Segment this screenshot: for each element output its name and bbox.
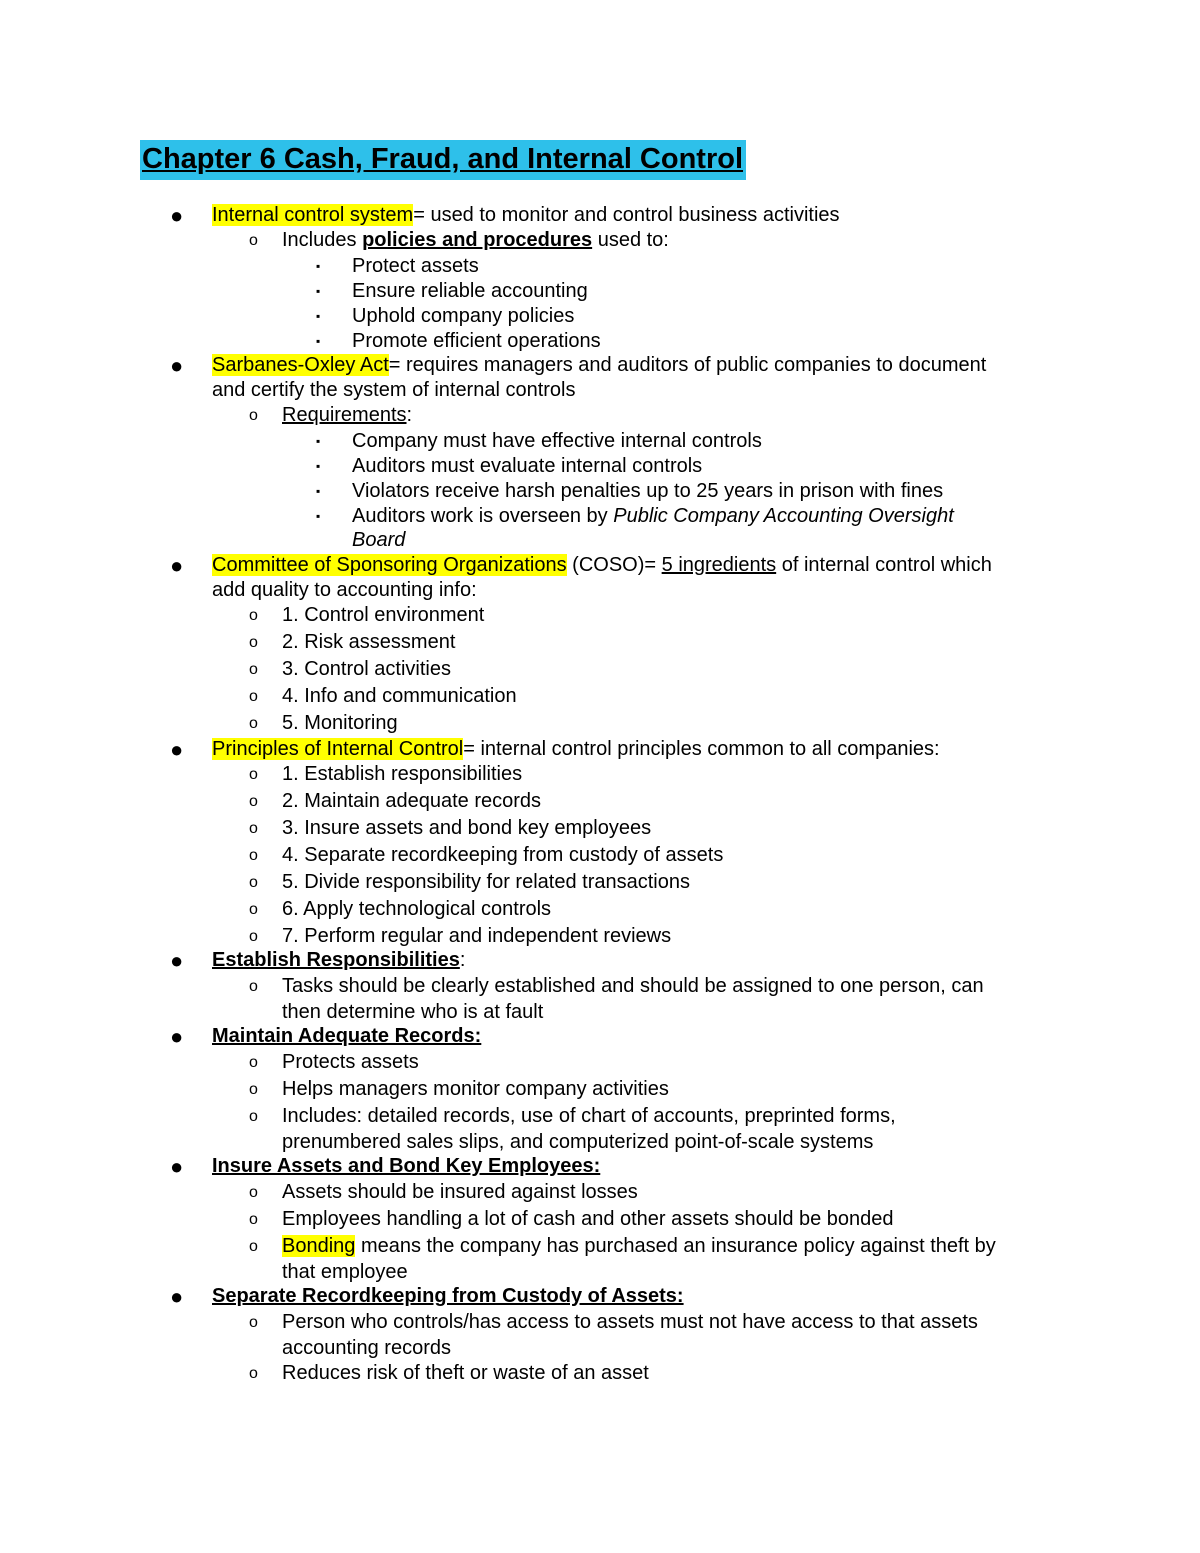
ics-includes-prefix: Includes [282, 229, 363, 251]
square-marker: ▪ [316, 309, 321, 323]
list-item: 1. Establish responsibilities [282, 763, 523, 785]
coso-ingredients: 5 ingredients [661, 554, 777, 576]
list-item: 4. Separate recordkeeping from custody of assets [282, 844, 724, 866]
pcaob-name-cont: Board [352, 529, 406, 551]
pcaob-prefix: Auditors work is overseen by [352, 505, 614, 527]
sox-requirements-colon: : [406, 404, 413, 426]
list-item: Ensure reliable accounting [352, 280, 588, 302]
list-item: 5. Monitoring [282, 712, 398, 734]
list-item: Protect assets [352, 255, 479, 277]
circle-marker: o [249, 407, 258, 424]
square-marker: ▪ [316, 484, 321, 498]
bullet-marker: ● [170, 948, 184, 973]
establish-colon: : [459, 949, 466, 971]
ics-line [212, 203, 840, 228]
principles-term: Principles of Internal Control [212, 738, 464, 760]
circle-marker: o [249, 820, 258, 837]
bullet-marker: ● [170, 737, 184, 762]
coso-definition-cont: add quality to accounting info: [212, 579, 477, 601]
list-item-cont: prenumbered sales slips, and computerized point-of-scale systems [282, 1131, 874, 1153]
circle-marker: o [249, 634, 258, 651]
list-item: 1. Control environment [282, 604, 485, 626]
circle-marker: o [249, 232, 258, 249]
ics-policies-term: policies and procedures [362, 229, 593, 251]
square-marker: ▪ [316, 509, 321, 523]
insure-heading: Insure Assets and Bond Key Employees: [212, 1155, 601, 1177]
list-item: Uphold company policies [352, 305, 575, 327]
establish-heading: Establish Responsibilities [212, 949, 460, 971]
list-item: 3. Control activities [282, 658, 451, 680]
bullet-marker: ● [170, 1154, 184, 1179]
circle-marker: o [249, 1184, 258, 1201]
sox-line [212, 353, 986, 378]
coso-term: Committee of Sponsoring Organizations [212, 554, 567, 576]
principles-line [212, 737, 940, 762]
list-item: Protects assets [282, 1051, 419, 1073]
principles-definition: = internal control principles common to all companies: [463, 738, 940, 760]
circle-marker: o [249, 901, 258, 918]
bonding-line [282, 1234, 996, 1259]
list-item: Violators receive harsh penalties up to 25 years in prison with fines [352, 480, 944, 502]
bullet-marker: ● [170, 203, 184, 228]
circle-marker: o [249, 1054, 258, 1071]
list-item: Auditors must evaluate internal controls [352, 455, 703, 477]
coso-abbr: (COSO)= [566, 554, 662, 576]
ics-includes-suffix: used to: [592, 229, 669, 251]
square-marker: ▪ [316, 434, 321, 448]
separate-heading: Separate Recordkeeping from Custody of Assets: [212, 1285, 684, 1307]
bonding-term: Bonding [282, 1235, 356, 1257]
maintain-heading: Maintain Adequate Records: [212, 1025, 482, 1047]
chapter-title: Chapter 6 Cash, Fraud, and Internal Control [140, 140, 746, 180]
list-item: 7. Perform regular and independent reviews [282, 925, 672, 947]
bonding-definition-cont: that employee [282, 1261, 408, 1283]
circle-marker: o [249, 1081, 258, 1098]
list-item: 3. Insure assets and bond key employees [282, 817, 652, 839]
circle-marker: o [249, 688, 258, 705]
circle-marker: o [249, 1365, 258, 1382]
sox-definition-cont: and certify the system of internal controls [212, 379, 576, 401]
list-item: Company must have effective internal controls [352, 430, 762, 452]
list-item: Includes: detailed records, use of chart of accounts, preprinted forms, [282, 1105, 896, 1127]
sox-definition: = requires managers and auditors of public companies to document [388, 354, 987, 376]
sox-requirements-label: Requirements [282, 404, 407, 426]
circle-marker: o [249, 1108, 258, 1125]
establish-heading-line [212, 948, 465, 973]
circle-marker: o [249, 1314, 258, 1331]
list-item: 4. Info and communication [282, 685, 517, 707]
pcaob-name: Public Company Accounting Oversight [613, 505, 954, 527]
circle-marker: o [249, 874, 258, 891]
sox-requirements-line [282, 403, 412, 428]
square-marker: ▪ [316, 284, 321, 298]
square-marker: ▪ [316, 259, 321, 273]
list-item-cont: then determine who is at fault [282, 1001, 544, 1023]
list-item: Assets should be insured against losses [282, 1181, 638, 1203]
circle-marker: o [249, 928, 258, 945]
circle-marker: o [249, 607, 258, 624]
circle-marker: o [249, 847, 258, 864]
bullet-marker: ● [170, 1024, 184, 1049]
square-marker: ▪ [316, 334, 321, 348]
list-item: Tasks should be clearly established and should be assigned to one person, can [282, 975, 984, 997]
bullet-marker: ● [170, 353, 184, 378]
circle-marker: o [249, 1211, 258, 1228]
coso-definition: of internal control which [776, 554, 992, 576]
ics-definition: = used to monitor and control business activities [413, 204, 840, 226]
circle-marker: o [249, 661, 258, 678]
list-item: 6. Apply technological controls [282, 898, 552, 920]
list-item: Reduces risk of theft or waste of an asset [282, 1362, 649, 1384]
list-item: Person who controls/has access to assets must not have access to that assets [282, 1311, 978, 1333]
list-item-cont: accounting records [282, 1337, 451, 1359]
list-item: Promote efficient operations [352, 330, 601, 352]
circle-marker: o [249, 715, 258, 732]
square-marker: ▪ [316, 459, 321, 473]
list-item: Employees handling a lot of cash and other assets should be bonded [282, 1208, 894, 1230]
ics-includes-line [282, 228, 669, 253]
list-item: Helps managers monitor company activities [282, 1078, 669, 1100]
coso-line [212, 553, 992, 578]
circle-marker: o [249, 793, 258, 810]
circle-marker: o [249, 1238, 258, 1255]
list-item: 2. Risk assessment [282, 631, 456, 653]
circle-marker: o [249, 978, 258, 995]
bonding-definition: means the company has purchased an insurance policy against theft by [355, 1235, 996, 1257]
ics-term: Internal control system [212, 204, 414, 226]
sox-term: Sarbanes-Oxley Act [212, 354, 389, 376]
bullet-marker: ● [170, 553, 184, 578]
list-item: 5. Divide responsibility for related transactions [282, 871, 690, 893]
list-item: 2. Maintain adequate records [282, 790, 542, 812]
list-item [352, 504, 954, 529]
bullet-marker: ● [170, 1284, 184, 1309]
circle-marker: o [249, 766, 258, 783]
